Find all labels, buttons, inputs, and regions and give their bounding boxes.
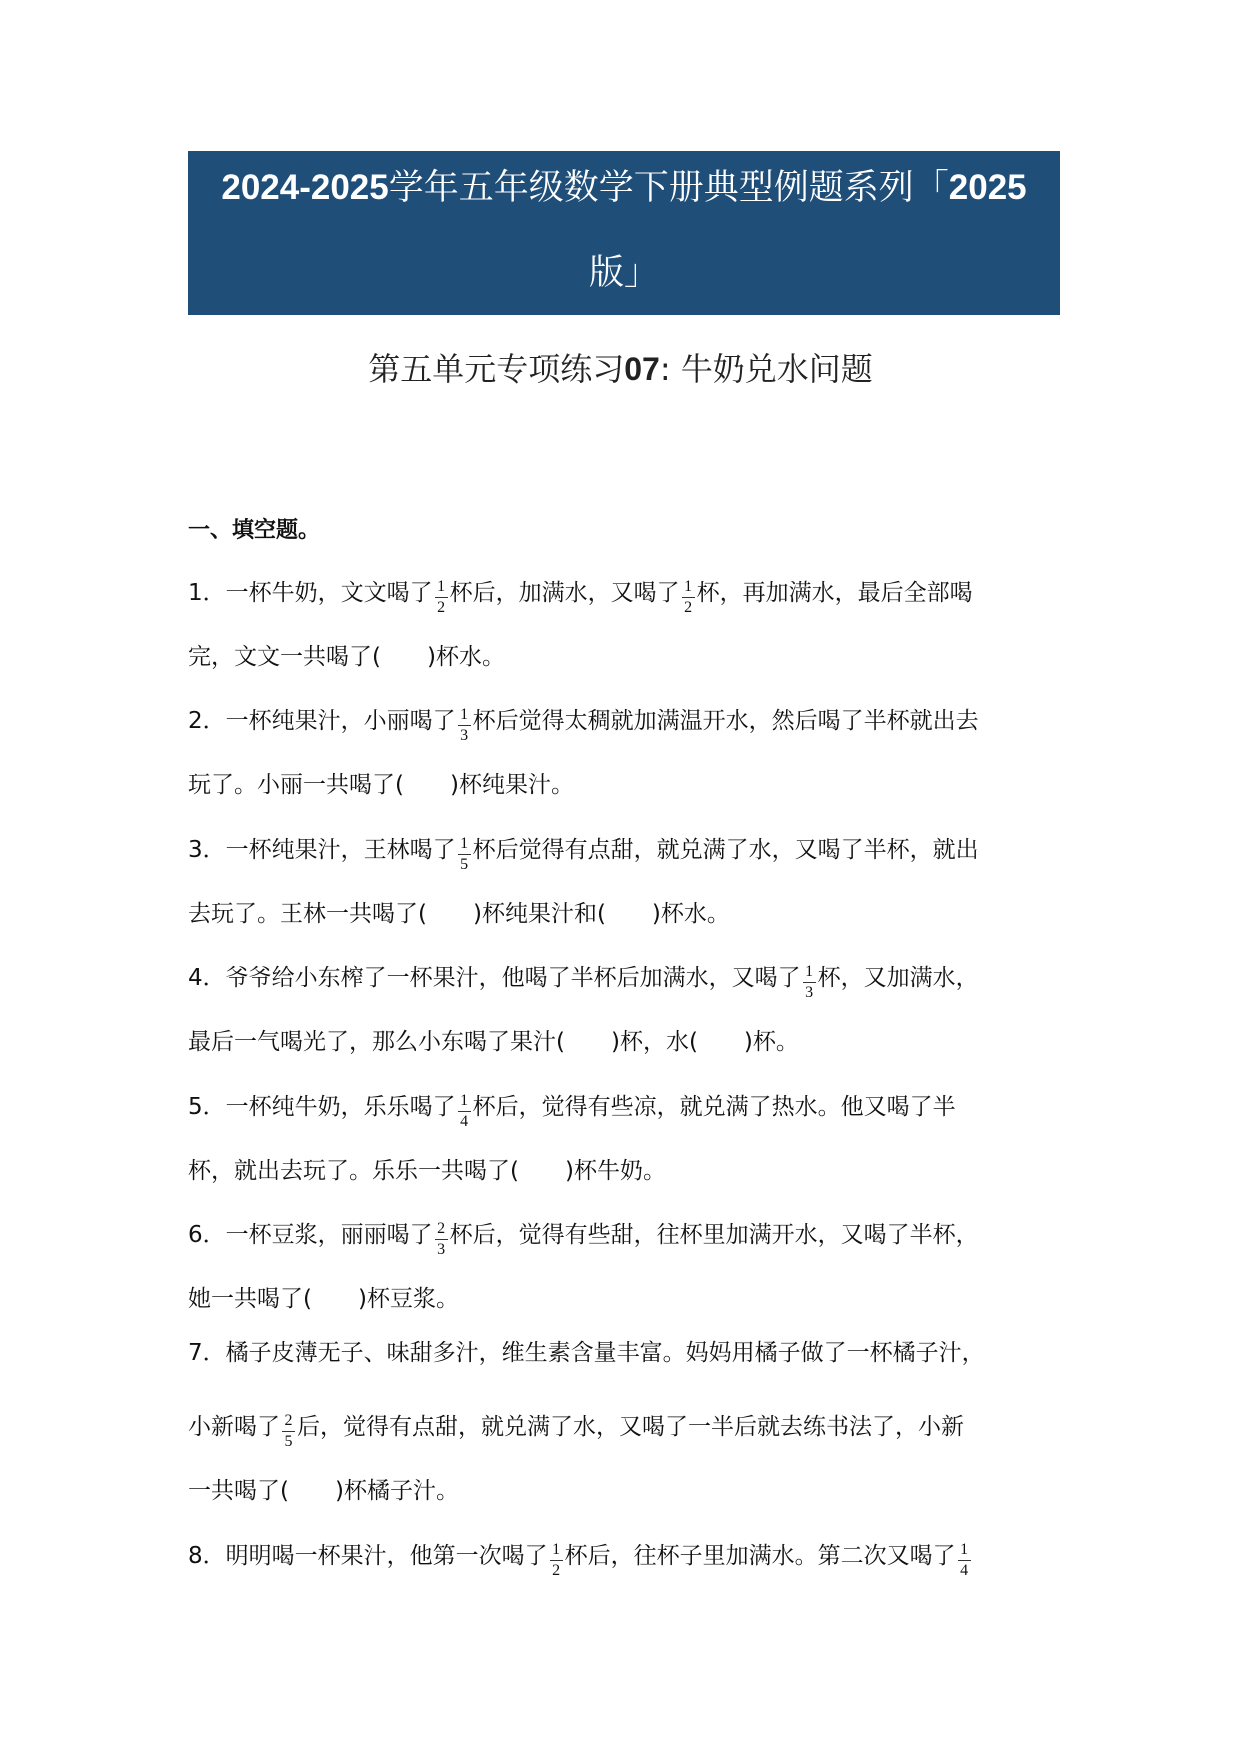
- question-6-line-1: [188, 1218, 979, 1260]
- question-text: 杯后觉得太稠就加满温开水，然后喝了半杯就出去: [472, 708, 979, 734]
- fraction-numerator: 1: [458, 705, 471, 726]
- fraction-numerator: 2: [282, 1411, 295, 1432]
- fraction-denominator: 5: [460, 856, 469, 873]
- question-text: 3．一杯纯果汁，王林喝了: [188, 837, 456, 863]
- question-text: 杯后觉得有点甜，就兑满了水，又喝了半杯，就出: [472, 837, 979, 863]
- banner-line-1: [188, 164, 1060, 212]
- fraction: [458, 834, 471, 875]
- question-text: 杯后，觉得有些凉，就兑满了热水。他又喝了半: [472, 1094, 956, 1120]
- question-text: 小新喝了: [188, 1414, 280, 1440]
- fraction-numerator: 1: [958, 1540, 971, 1561]
- fraction-denominator: 2: [437, 599, 446, 616]
- fraction: [550, 1540, 563, 1581]
- question-1-line-2: 完，文文一共喝了( )杯水。: [188, 644, 505, 670]
- section-title: 一、填空题。: [188, 518, 321, 543]
- fraction-numerator: 1: [458, 834, 471, 855]
- question-text: 杯，再加满水，最后全部喝: [696, 580, 973, 606]
- question-7-line-3: 一共喝了( )杯橘子汁。: [188, 1478, 459, 1504]
- question-text: 6．一杯豆浆，丽丽喝了: [188, 1222, 433, 1248]
- fraction: [682, 577, 695, 618]
- question-7-line-1: 7．橘子皮薄无子、味甜多汁，维生素含量丰富。妈妈用橘子做了一杯橘子汁，: [188, 1340, 985, 1366]
- fraction-numerator: 1: [682, 577, 695, 598]
- fraction-denominator: 2: [552, 1562, 561, 1579]
- subtitle-number: 07: [624, 351, 660, 387]
- fraction: [958, 1540, 971, 1581]
- banner-edition: 2025: [948, 168, 1027, 207]
- subtitle-topic: : 牛奶兑水问题: [659, 350, 873, 388]
- fraction: [282, 1411, 295, 1452]
- unit-subtitle: [0, 347, 1241, 391]
- fraction-denominator: 4: [460, 1113, 469, 1130]
- question-text: 8．明明喝一杯果汁，他第一次喝了: [188, 1543, 548, 1569]
- banner-line-2: 版」: [588, 253, 659, 293]
- question-5-line-1: [188, 1090, 956, 1132]
- question-3-line-2: 去玩了。王林一共喝了( )杯纯果汁和( )杯水。: [188, 901, 730, 927]
- fraction-numerator: 1: [803, 962, 816, 983]
- title-banner: [188, 151, 1060, 315]
- subtitle-prefix: 第五单元专项练习: [368, 350, 625, 388]
- question-text: 2．一杯纯果汁，小丽喝了: [188, 708, 456, 734]
- question-2-line-2: 玩了。小丽一共喝了( )杯纯果汁。: [188, 772, 574, 798]
- question-text: 杯，又加满水，: [817, 965, 979, 991]
- question-4-line-2: 最后一气喝光了，那么小东喝了果汁( )杯，水( )杯。: [188, 1029, 799, 1055]
- banner-year: 2024-2025: [221, 168, 389, 207]
- question-3-line-1: [188, 833, 979, 875]
- question-text: 5．一杯纯牛奶，乐乐喝了: [188, 1094, 456, 1120]
- question-text: 杯后，觉得有些甜，往杯里加满开水，又喝了半杯，: [449, 1222, 979, 1248]
- question-text: 杯后，加满水，又喝了: [449, 580, 680, 606]
- fraction-denominator: 2: [684, 599, 693, 616]
- question-7-line-2: [188, 1410, 964, 1452]
- fraction: [435, 1219, 448, 1260]
- fraction-numerator: 2: [435, 1219, 448, 1240]
- fraction: [435, 577, 448, 618]
- banner-text: 学年五年级数学下册典型例题系列「: [388, 168, 949, 208]
- fraction: [458, 1091, 471, 1132]
- fraction-numerator: 1: [435, 577, 448, 598]
- question-5-line-2: 杯，就出去玩了。乐乐一共喝了( )杯牛奶。: [188, 1158, 666, 1184]
- fraction-numerator: 1: [458, 1091, 471, 1112]
- question-1-line-1: [188, 576, 973, 618]
- fraction: [803, 962, 816, 1003]
- question-8-line-1: [188, 1539, 973, 1581]
- fraction-denominator: 3: [805, 984, 814, 1001]
- question-text: 4．爷爷给小东榨了一杯果汁，他喝了半杯后加满水，又喝了: [188, 965, 801, 991]
- fraction-denominator: 5: [284, 1433, 293, 1450]
- fraction-numerator: 1: [550, 1540, 563, 1561]
- question-text: 后，觉得有点甜，就兑满了水，又喝了一半后就去练书法了，小新: [297, 1414, 964, 1440]
- fraction: [458, 705, 471, 746]
- fraction-denominator: 3: [437, 1241, 446, 1258]
- question-6-line-2: 她一共喝了( )杯豆浆。: [188, 1286, 459, 1312]
- question-2-line-1: [188, 704, 979, 746]
- question-4-line-1: [188, 961, 979, 1003]
- question-text: 杯后，往杯子里加满水。第二次又喝了: [564, 1543, 956, 1569]
- question-text: 1．一杯牛奶，文文喝了: [188, 580, 433, 606]
- fraction-denominator: 4: [960, 1562, 969, 1579]
- fraction-denominator: 3: [460, 727, 469, 744]
